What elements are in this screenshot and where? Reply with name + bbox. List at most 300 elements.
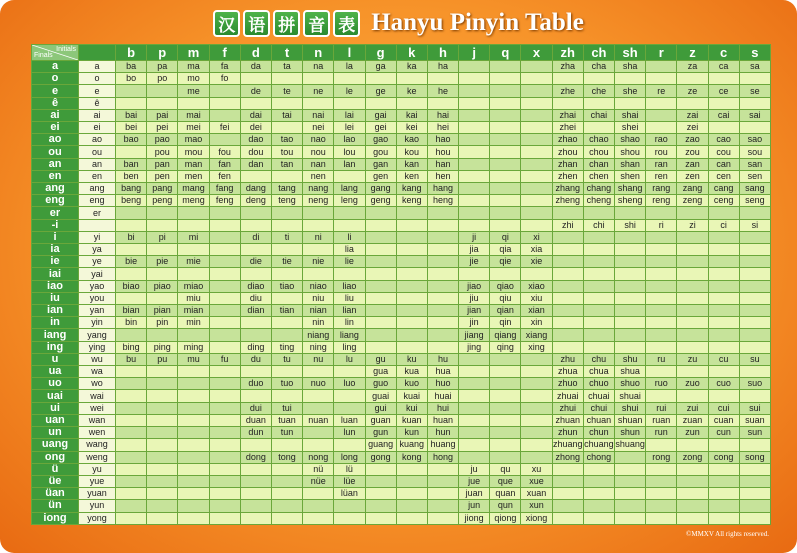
syllable-cell: gan — [365, 158, 396, 170]
syllable-cell — [396, 475, 427, 487]
syllable-cell: te — [271, 85, 302, 97]
syllable-cell: eng — [79, 195, 116, 207]
syllable-cell: xiao — [521, 280, 552, 292]
syllable-cell — [178, 366, 209, 378]
syllable-cell: sao — [739, 134, 770, 146]
syllable-cell: nu — [303, 353, 334, 365]
syllable-cell: ran — [646, 158, 677, 170]
syllable-cell: rang — [646, 183, 677, 195]
syllable-cell — [490, 146, 521, 158]
syllable-cell — [147, 207, 178, 219]
syllable-cell: ce — [708, 85, 739, 97]
syllable-cell — [615, 268, 646, 280]
syllable-cell — [490, 97, 521, 109]
syllable-cell — [615, 256, 646, 268]
syllable-cell: dong — [240, 451, 271, 463]
final-label: eng — [32, 195, 79, 207]
initial-header: sh — [615, 45, 646, 61]
syllable-cell: yuan — [79, 488, 116, 500]
final-label: iai — [32, 268, 79, 280]
syllable-cell: tao — [271, 134, 302, 146]
syllable-cell — [615, 292, 646, 304]
syllable-cell — [646, 512, 677, 524]
syllable-cell: neng — [303, 195, 334, 207]
syllable-cell: zhen — [552, 170, 583, 182]
syllable-cell: lin — [334, 317, 365, 329]
syllable-cell: gong — [365, 451, 396, 463]
initial-header: ch — [583, 45, 614, 61]
syllable-cell: e — [79, 85, 116, 97]
corner-cell — [32, 45, 79, 61]
syllable-cell — [490, 158, 521, 170]
syllable-cell: zhi — [552, 219, 583, 231]
syllable-cell — [552, 73, 583, 85]
syllable-cell: chao — [583, 134, 614, 146]
syllable-cell — [209, 500, 240, 512]
initial-header: s — [739, 45, 770, 61]
syllable-cell — [271, 207, 302, 219]
syllable-cell: kou — [396, 146, 427, 158]
syllable-cell: niu — [303, 292, 334, 304]
syllable-cell — [271, 268, 302, 280]
syllable-cell — [365, 244, 396, 256]
syllable-cell — [583, 207, 614, 219]
syllable-cell: luo — [334, 378, 365, 390]
syllable-cell: tiao — [271, 280, 302, 292]
syllable-cell — [427, 207, 458, 219]
syllable-cell — [708, 244, 739, 256]
syllable-cell — [490, 268, 521, 280]
syllable-cell — [459, 219, 490, 231]
syllable-cell: pi — [147, 231, 178, 243]
syllable-cell: tan — [271, 158, 302, 170]
syllable-cell — [677, 366, 708, 378]
syllable-cell — [116, 378, 147, 390]
syllable-cell: qu — [490, 463, 521, 475]
syllable-cell — [147, 85, 178, 97]
syllable-cell — [209, 366, 240, 378]
syllable-cell — [739, 244, 770, 256]
syllable-cell: dun — [240, 427, 271, 439]
syllable-cell — [646, 305, 677, 317]
syllable-cell: gang — [365, 183, 396, 195]
table-row — [32, 61, 771, 73]
syllable-cell — [116, 207, 147, 219]
syllable-cell: pen — [147, 170, 178, 182]
final-label: ui — [32, 402, 79, 414]
syllable-cell: cuo — [708, 378, 739, 390]
syllable-cell: wa — [79, 366, 116, 378]
syllable-cell — [271, 244, 302, 256]
syllable-cell — [646, 207, 677, 219]
syllable-cell: liu — [334, 292, 365, 304]
syllable-cell: shao — [615, 134, 646, 146]
syllable-cell: fan — [209, 158, 240, 170]
syllable-cell: sang — [739, 183, 770, 195]
syllable-cell: shuo — [615, 378, 646, 390]
syllable-cell: diu — [240, 292, 271, 304]
syllable-cell — [552, 244, 583, 256]
syllable-cell: qun — [490, 500, 521, 512]
syllable-cell: rong — [646, 451, 677, 463]
syllable-cell: tie — [271, 256, 302, 268]
syllable-cell: cun — [708, 427, 739, 439]
syllable-cell: nao — [303, 134, 334, 146]
syllable-cell: fou — [209, 146, 240, 158]
syllable-cell: shuan — [615, 414, 646, 426]
syllable-cell: ga — [365, 61, 396, 73]
syllable-cell: shun — [615, 427, 646, 439]
syllable-cell — [365, 475, 396, 487]
syllable-cell: guo — [365, 378, 396, 390]
syllable-cell — [490, 134, 521, 146]
syllable-cell — [646, 488, 677, 500]
syllable-cell: ben — [116, 170, 147, 182]
syllable-cell: bin — [116, 317, 147, 329]
final-label: ang — [32, 183, 79, 195]
syllable-cell: seng — [739, 195, 770, 207]
syllable-cell: jia — [459, 244, 490, 256]
syllable-cell — [646, 329, 677, 341]
syllable-cell — [677, 292, 708, 304]
syllable-cell — [116, 390, 147, 402]
syllable-cell: zu — [677, 353, 708, 365]
syllable-cell — [677, 73, 708, 85]
syllable-cell: kuo — [396, 378, 427, 390]
syllable-cell — [521, 97, 552, 109]
syllable-cell — [303, 268, 334, 280]
syllable-cell — [552, 512, 583, 524]
syllable-cell — [552, 231, 583, 243]
syllable-cell: jiao — [459, 280, 490, 292]
syllable-cell: kan — [396, 158, 427, 170]
syllable-cell: ban — [116, 158, 147, 170]
table-row — [32, 85, 771, 97]
syllable-cell — [583, 488, 614, 500]
syllable-cell: yong — [79, 512, 116, 524]
syllable-cell: qiu — [490, 292, 521, 304]
syllable-cell: guai — [365, 390, 396, 402]
syllable-cell: nei — [303, 122, 334, 134]
syllable-cell: biao — [116, 280, 147, 292]
syllable-cell: zhao — [552, 134, 583, 146]
syllable-cell — [147, 219, 178, 231]
final-label: in — [32, 317, 79, 329]
syllable-cell — [116, 244, 147, 256]
syllable-cell: jing — [459, 341, 490, 353]
syllable-cell: chuan — [583, 414, 614, 426]
syllable-cell — [583, 244, 614, 256]
syllable-cell — [646, 122, 677, 134]
syllable-cell — [583, 122, 614, 134]
syllable-cell: zai — [677, 109, 708, 121]
syllable-cell — [209, 402, 240, 414]
syllable-cell: xun — [521, 500, 552, 512]
syllable-cell — [490, 85, 521, 97]
syllable-cell: xuan — [521, 488, 552, 500]
syllable-cell: jue — [459, 475, 490, 487]
syllable-cell: lian — [334, 305, 365, 317]
syllable-cell: jiu — [459, 292, 490, 304]
syllable-cell — [490, 109, 521, 121]
syllable-cell: yin — [79, 317, 116, 329]
syllable-cell: zuo — [677, 378, 708, 390]
syllable-cell: tuo — [271, 378, 302, 390]
syllable-cell: xiu — [521, 292, 552, 304]
syllable-cell: nie — [303, 256, 334, 268]
syllable-cell — [490, 390, 521, 402]
syllable-cell — [521, 402, 552, 414]
syllable-cell — [116, 463, 147, 475]
syllable-cell — [240, 207, 271, 219]
syllable-cell — [427, 244, 458, 256]
syllable-cell — [646, 390, 677, 402]
initial-header: l — [334, 45, 365, 61]
syllable-cell: lan — [334, 158, 365, 170]
table-body — [32, 61, 771, 525]
syllable-cell: qie — [490, 256, 521, 268]
syllable-cell: ju — [459, 463, 490, 475]
syllable-cell — [209, 427, 240, 439]
syllable-cell: jin — [459, 317, 490, 329]
syllable-cell — [427, 305, 458, 317]
syllable-cell: da — [240, 61, 271, 73]
final-label: i — [32, 231, 79, 243]
syllable-cell — [615, 207, 646, 219]
syllable-cell: run — [646, 427, 677, 439]
syllable-cell — [459, 85, 490, 97]
syllable-cell: yao — [79, 280, 116, 292]
syllable-cell — [396, 219, 427, 231]
syllable-cell: zhuan — [552, 414, 583, 426]
syllable-cell — [116, 329, 147, 341]
syllable-cell: cui — [708, 402, 739, 414]
final-label: ei — [32, 122, 79, 134]
syllable-cell — [178, 451, 209, 463]
syllable-cell: kun — [396, 427, 427, 439]
syllable-cell — [615, 280, 646, 292]
syllable-cell — [178, 402, 209, 414]
syllable-cell — [490, 439, 521, 451]
initial-header: q — [490, 45, 521, 61]
table-row — [32, 219, 771, 231]
syllable-cell — [147, 414, 178, 426]
syllable-cell: niang — [303, 329, 334, 341]
syllable-cell: ting — [271, 341, 302, 353]
header-row — [32, 45, 771, 61]
syllable-cell — [459, 61, 490, 73]
syllable-cell: kua — [396, 366, 427, 378]
syllable-cell: lun — [334, 427, 365, 439]
syllable-cell: kuang — [396, 439, 427, 451]
syllable-cell: sha — [615, 61, 646, 73]
syllable-cell: mo — [178, 73, 209, 85]
final-label: er — [32, 207, 79, 219]
syllable-cell — [646, 73, 677, 85]
syllable-cell — [303, 244, 334, 256]
syllable-cell — [615, 317, 646, 329]
syllable-cell: lao — [334, 134, 365, 146]
syllable-cell: ang — [79, 183, 116, 195]
final-label: an — [32, 158, 79, 170]
syllable-cell — [646, 292, 677, 304]
syllable-cell — [739, 341, 770, 353]
syllable-cell — [739, 439, 770, 451]
syllable-cell — [240, 366, 271, 378]
syllable-cell: huai — [427, 390, 458, 402]
syllable-cell — [427, 341, 458, 353]
syllable-cell: keng — [396, 195, 427, 207]
syllable-cell — [147, 329, 178, 341]
syllable-cell: ding — [240, 341, 271, 353]
syllable-cell: miao — [178, 280, 209, 292]
syllable-cell — [303, 500, 334, 512]
syllable-cell: cuan — [708, 414, 739, 426]
syllable-cell — [646, 439, 677, 451]
final-label: ê — [32, 97, 79, 109]
syllable-cell — [490, 219, 521, 231]
syllable-cell: ma — [178, 61, 209, 73]
syllable-cell — [427, 231, 458, 243]
syllable-cell — [209, 341, 240, 353]
syllable-cell: wei — [79, 402, 116, 414]
initial-header: d — [240, 45, 271, 61]
syllable-cell — [209, 268, 240, 280]
syllable-cell — [240, 73, 271, 85]
final-label: iong — [32, 512, 79, 524]
initial-header: x — [521, 45, 552, 61]
final-label: o — [32, 73, 79, 85]
syllable-cell: zan — [677, 158, 708, 170]
syllable-cell: bei — [116, 122, 147, 134]
syllable-cell: kong — [396, 451, 427, 463]
syllable-cell — [708, 463, 739, 475]
syllable-cell: ruan — [646, 414, 677, 426]
syllable-cell: me — [178, 85, 209, 97]
syllable-cell — [552, 488, 583, 500]
syllable-cell — [521, 195, 552, 207]
syllable-cell — [708, 97, 739, 109]
syllable-cell — [552, 207, 583, 219]
syllable-cell — [240, 439, 271, 451]
syllable-cell — [739, 256, 770, 268]
syllable-cell — [646, 109, 677, 121]
syllable-cell — [521, 427, 552, 439]
syllable-cell — [365, 329, 396, 341]
syllable-cell: chai — [583, 109, 614, 121]
syllable-cell: shi — [615, 219, 646, 231]
syllable-cell — [677, 500, 708, 512]
table-row — [32, 500, 771, 512]
syllable-cell: ren — [646, 170, 677, 182]
syllable-cell — [209, 280, 240, 292]
table-row — [32, 341, 771, 353]
syllable-cell — [521, 414, 552, 426]
syllable-cell: ji — [459, 231, 490, 243]
syllable-cell: hei — [427, 122, 458, 134]
final-label: a — [32, 61, 79, 73]
final-label: uan — [32, 414, 79, 426]
syllable-cell: kui — [396, 402, 427, 414]
syllable-cell — [708, 488, 739, 500]
syllable-cell: dou — [240, 146, 271, 158]
syllable-cell: lu — [334, 353, 365, 365]
syllable-cell — [116, 414, 147, 426]
initial-header: g — [365, 45, 396, 61]
syllable-cell — [583, 305, 614, 317]
syllable-cell: si — [739, 219, 770, 231]
syllable-cell — [334, 402, 365, 414]
syllable-cell: che — [583, 85, 614, 97]
syllable-cell — [459, 439, 490, 451]
syllable-cell: sun — [739, 427, 770, 439]
syllable-cell: sou — [739, 146, 770, 158]
syllable-cell: mie — [178, 256, 209, 268]
syllable-cell: gun — [365, 427, 396, 439]
syllable-cell: ka — [396, 61, 427, 73]
syllable-cell — [521, 366, 552, 378]
syllable-cell: lüan — [334, 488, 365, 500]
syllable-cell — [646, 317, 677, 329]
syllable-cell: xi — [521, 231, 552, 243]
syllable-cell: tun — [271, 427, 302, 439]
syllable-cell — [396, 488, 427, 500]
syllable-cell — [334, 366, 365, 378]
final-label: iao — [32, 280, 79, 292]
syllable-cell: gen — [365, 170, 396, 182]
syllable-cell: zhei — [552, 122, 583, 134]
initial-header — [79, 45, 116, 61]
syllable-cell: meng — [178, 195, 209, 207]
syllable-cell: sui — [739, 402, 770, 414]
syllable-cell — [459, 207, 490, 219]
syllable-cell — [147, 463, 178, 475]
syllable-cell — [178, 97, 209, 109]
syllable-cell — [334, 512, 365, 524]
syllable-cell — [396, 97, 427, 109]
syllable-cell — [396, 317, 427, 329]
syllable-cell — [116, 475, 147, 487]
syllable-cell: nin — [303, 317, 334, 329]
syllable-cell: peng — [147, 195, 178, 207]
syllable-cell: reng — [646, 195, 677, 207]
syllable-cell: ne — [303, 85, 334, 97]
syllable-cell: shou — [615, 146, 646, 158]
syllable-cell: cen — [708, 170, 739, 182]
syllable-cell — [271, 390, 302, 402]
initial-header: n — [303, 45, 334, 61]
syllable-cell: dang — [240, 183, 271, 195]
syllable-cell — [178, 268, 209, 280]
syllable-cell — [739, 231, 770, 243]
syllable-cell: zen — [677, 170, 708, 182]
syllable-cell: nuan — [303, 414, 334, 426]
syllable-cell: zhu — [552, 353, 583, 365]
syllable-cell: zhan — [552, 158, 583, 170]
table-row — [32, 244, 771, 256]
syllable-cell — [240, 219, 271, 231]
syllable-cell: sai — [739, 109, 770, 121]
syllable-cell — [240, 268, 271, 280]
syllable-cell: jiang — [459, 329, 490, 341]
syllable-cell — [459, 390, 490, 402]
syllable-cell — [334, 170, 365, 182]
syllable-cell — [240, 244, 271, 256]
syllable-cell: que — [490, 475, 521, 487]
syllable-cell: tu — [271, 353, 302, 365]
syllable-cell: hua — [427, 366, 458, 378]
syllable-cell: quan — [490, 488, 521, 500]
